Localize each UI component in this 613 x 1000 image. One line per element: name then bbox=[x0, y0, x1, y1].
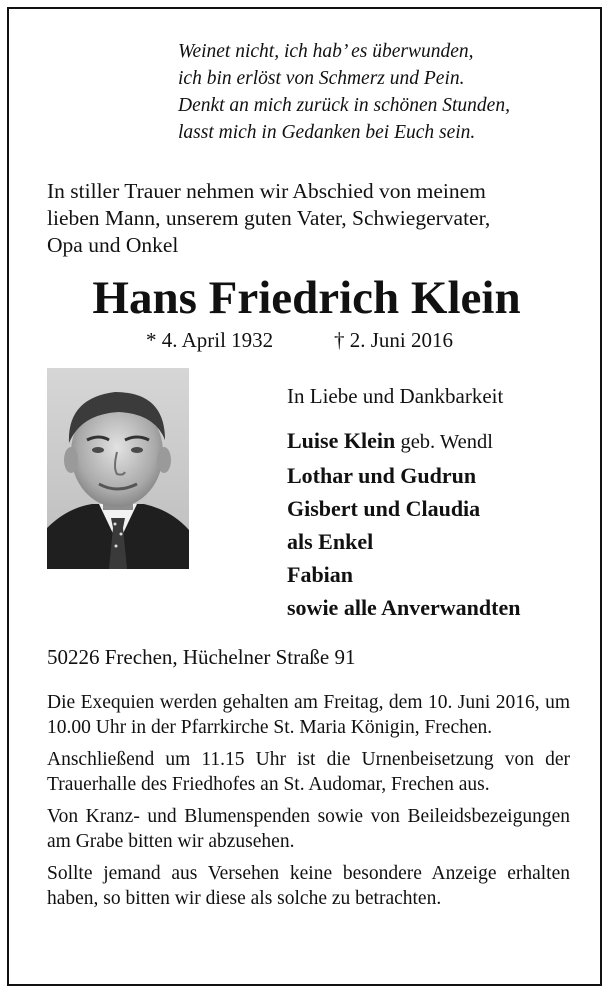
intro-text bbox=[47, 178, 577, 259]
poem bbox=[178, 38, 578, 146]
poem-line: Denkt an mich zurück in schönen Stunden, bbox=[178, 95, 510, 116]
details-paragraph: Die Exequien werden gehalten am Freitag, dem 10. Juni 2016, um 10.00 Uhr in der Pfarrkirche St. Maria Königin, Frechen. bbox=[47, 692, 570, 738]
address: 50226 Frechen, Hüchelner Straße 91 bbox=[47, 645, 356, 669]
mourner-name: Lothar und Gudrun bbox=[287, 463, 477, 488]
details-paragraph: Sollte jemand aus Versehen keine besondere Anzeige erhalten haben, so bitten wir diese als solche zu betrachten. bbox=[47, 863, 570, 909]
poem-line: ich bin erlöst von Schmerz und Pein. bbox=[178, 68, 465, 89]
death-date: † 2. Juni 2016 bbox=[334, 328, 454, 352]
poem-line: lasst mich in Gedanken bei Euch sein. bbox=[178, 122, 476, 143]
funeral-details bbox=[47, 690, 570, 918]
widow-line bbox=[287, 424, 587, 459]
mourner-name: sowie alle Anverwandten bbox=[287, 595, 521, 620]
intro-line: Opa und Onkel bbox=[47, 233, 179, 257]
birth-date: * 4. April 1932 bbox=[146, 328, 274, 352]
deceased-name: Hans Friedrich Klein bbox=[92, 272, 521, 324]
mourners-list bbox=[287, 380, 587, 624]
portrait-image bbox=[47, 368, 189, 569]
widow-maiden-name: geb. Wendl bbox=[400, 431, 493, 453]
dedication: In Liebe und Dankbarkeit bbox=[287, 384, 504, 408]
details-paragraph: Von Kranz- und Blumenspenden sowie von Beileidsbezeigungen am Grabe bitten wir abzusehen. bbox=[47, 806, 570, 852]
intro-line: lieben Mann, unserem guten Vater, Schwiegervater, bbox=[47, 206, 491, 230]
widow-name: Luise Klein bbox=[287, 428, 396, 453]
mourner-name: Gisbert und Claudia bbox=[287, 496, 481, 521]
mourner-name: als Enkel bbox=[287, 529, 374, 554]
details-paragraph: Anschließend um 11.15 Uhr ist die Urnenbeisetzung von der Trauerhalle des Friedhofes an St. Audomar, Frechen aus. bbox=[47, 749, 570, 795]
poem-line: Weinet nicht, ich hab’ es überwunden, bbox=[178, 41, 474, 62]
portrait-photo bbox=[47, 368, 189, 569]
mourner-name: Fabian bbox=[287, 562, 354, 587]
intro-line: In stiller Trauer nehmen wir Abschied von meinem bbox=[47, 179, 486, 203]
